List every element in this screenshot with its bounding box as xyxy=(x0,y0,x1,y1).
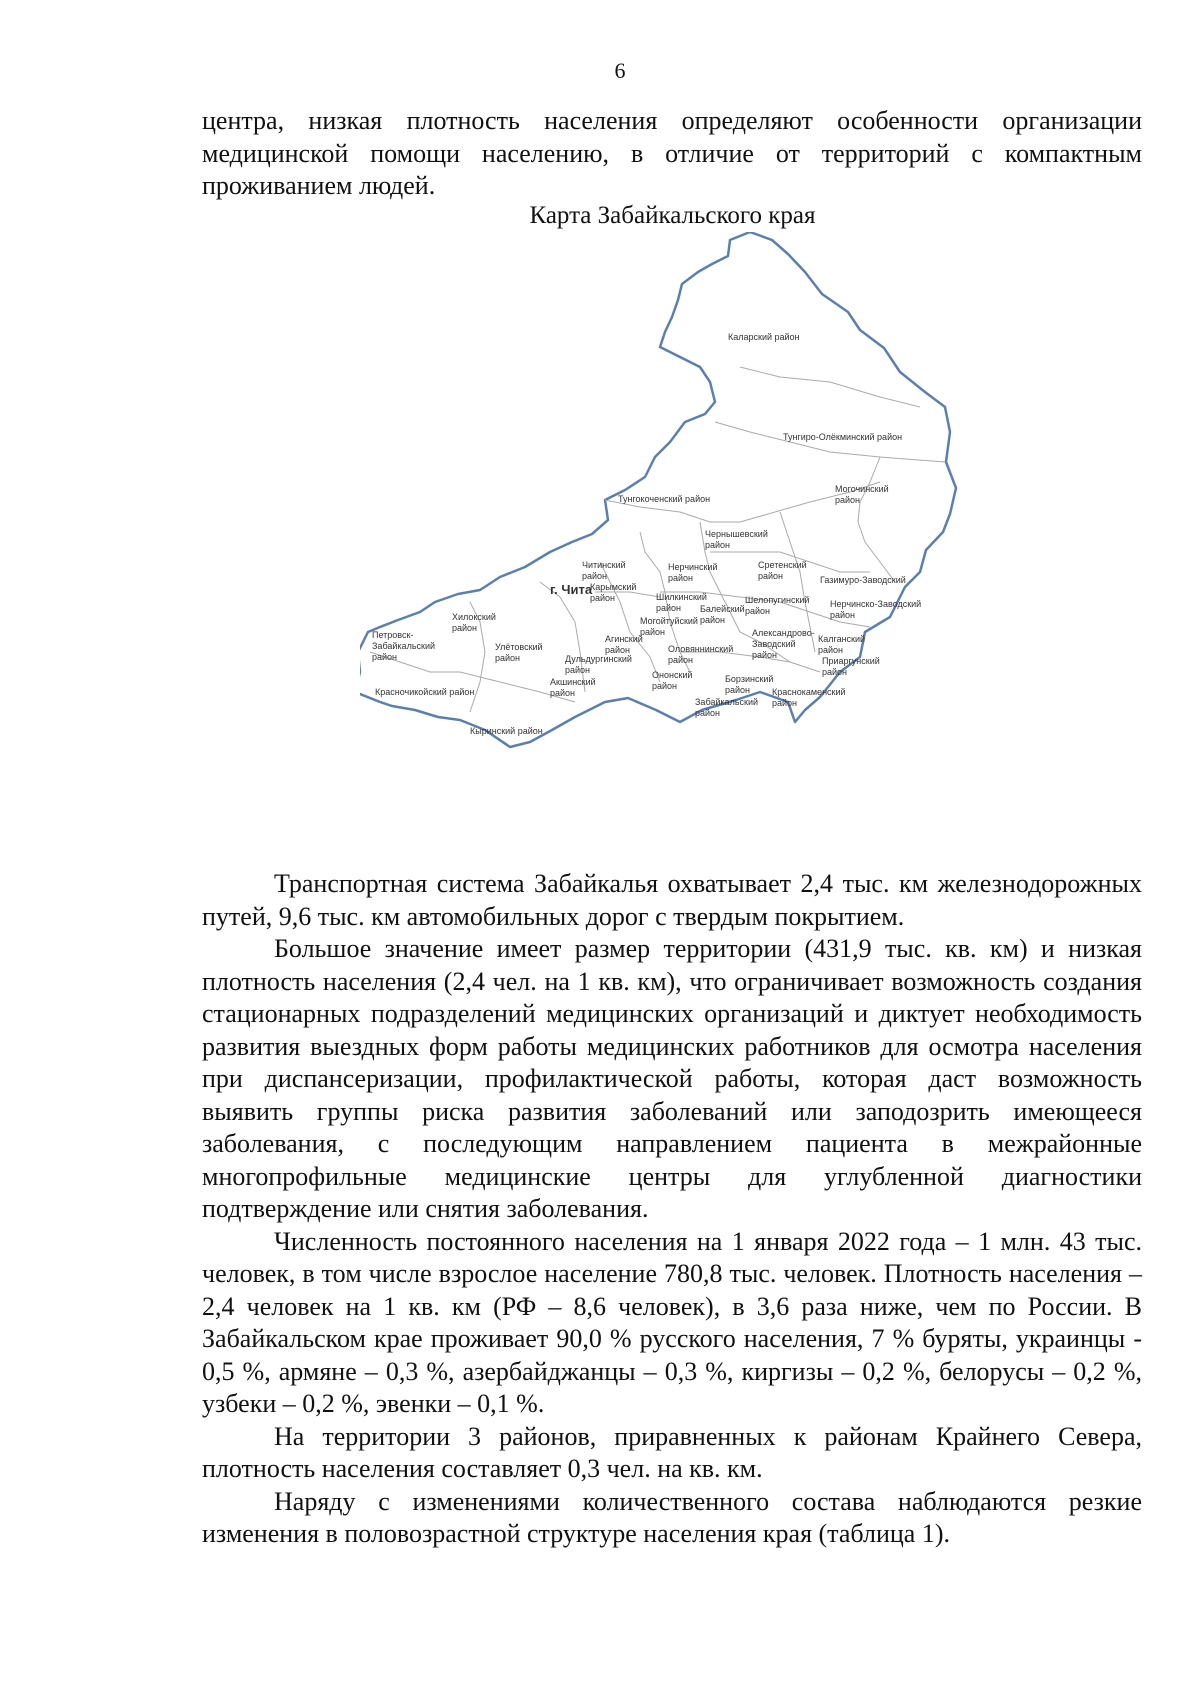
map-label: Сретенский район xyxy=(758,560,807,581)
map-title: Карта Забайкальского края xyxy=(529,202,816,229)
map-label: Борзинский район xyxy=(725,674,774,695)
page-number: 6 xyxy=(614,58,626,83)
map-label: Александрово-Заводский район xyxy=(752,628,815,660)
paragraph: Наряду с изменениями количественного состава наблюдаются резкие изменения в половозрастной структуре населения края (таблица 1). xyxy=(202,1486,1142,1548)
map-label: Кыринский район xyxy=(470,726,543,736)
intro-text xyxy=(202,105,1142,203)
paragraph: Транспортная система Забайкалья охватывает 2,4 тыс. км железнодорожных путей, 9,6 тыс. км автомобильных дорог с твердым покрытием. xyxy=(202,869,1142,931)
map-label: Акшинский район xyxy=(550,677,596,698)
map-label: Могочинский район xyxy=(835,484,889,505)
map-label: Нерчинский район xyxy=(668,562,718,583)
map-label: Балейский район xyxy=(700,604,745,625)
paragraph: Численность постоянного населения на 1 января 2022 года – 1 млн. 43 тыс. человек, в том числе взрослое население 780,8 тыс. человек. Плотность населения – 2,4 человек на 1 кв. км (РФ – 8,6 человек), в 3,6 раза ниже, чем по России. В Забайкальском крае проживает 90,0 % русского населения, 7 % буряты, украинцы - 0,5 %, армяне – 0,3 %, азербайджанцы – 0,3 %, киргизы – 0,2 %, белорусы – 0,2 %, узбеки – 0,2 %, эвенки – 0,1 %. xyxy=(202,1226,1142,1418)
map-label: Тунгокоченский район xyxy=(618,494,711,504)
map-label: Тунгиро-Олёкминский район xyxy=(783,432,903,442)
body-text xyxy=(202,868,1142,1551)
map-label: Дульдургинский район xyxy=(565,654,632,675)
map-label: Газимуро-Заводский xyxy=(820,575,906,585)
map-label: Улётовский район xyxy=(495,642,543,663)
map-label: Шилкинский район xyxy=(656,592,707,613)
map-label: Каларский район xyxy=(728,332,800,342)
map-label: Читинский район xyxy=(582,560,626,581)
map-label: Хилокский район xyxy=(452,612,496,633)
paragraph: центра, низкая плотность населения определяют особенности организации медицинской помощи населению, в отличие от территорий с компактным проживанием людей. xyxy=(202,106,1142,200)
map-label: Нерчинско-Заводский район xyxy=(830,599,922,620)
map-label: Оловяннинский район xyxy=(668,644,734,665)
map-label: Калганский район xyxy=(818,634,866,655)
map-label-city: г. Чита xyxy=(550,582,593,597)
map-label: Краснокаменский район xyxy=(772,687,846,708)
paragraph: Большое значение имеет размер территории (431,9 тыс. кв. км) и низкая плотность населения (2,4 чел. на 1 кв. км), что ограничивает возможность создания стационарных подразделений медицинских организаций и диктует необходимость развития выездных форм работы медицинских работников для осмотра населения при диспансеризации, профилактической работы, которая даст возможность выявить группы риска развития заболеваний или заподозрить имеющееся заболевания, с последующим направлением пациента в межрайонные многопрофильные медицинские центры для углубленной диагностики подтверждение или снятия заболевания. xyxy=(202,934,1142,1223)
map-label: Карымский район xyxy=(590,582,637,603)
map-label: Забайкальский район xyxy=(695,697,758,718)
map-label: Могойтуйский район xyxy=(640,616,698,637)
map-label: Агинский район xyxy=(605,634,643,655)
map-label: Петровск-Забайкальский район xyxy=(372,630,435,662)
map-label: Чернышевский район xyxy=(705,529,768,550)
map-label: Приаргунский район xyxy=(822,656,880,677)
map-label: Красночикойский район xyxy=(375,687,475,697)
map-label: Ононский район xyxy=(652,670,693,691)
map-label: Шелопугинский район xyxy=(745,595,810,616)
map-figure xyxy=(360,232,1060,832)
paragraph: На территории 3 районов, приравненных к районам Крайнего Севера, плотность населения составляет 0,3 чел. на кв. км. xyxy=(202,1421,1142,1483)
